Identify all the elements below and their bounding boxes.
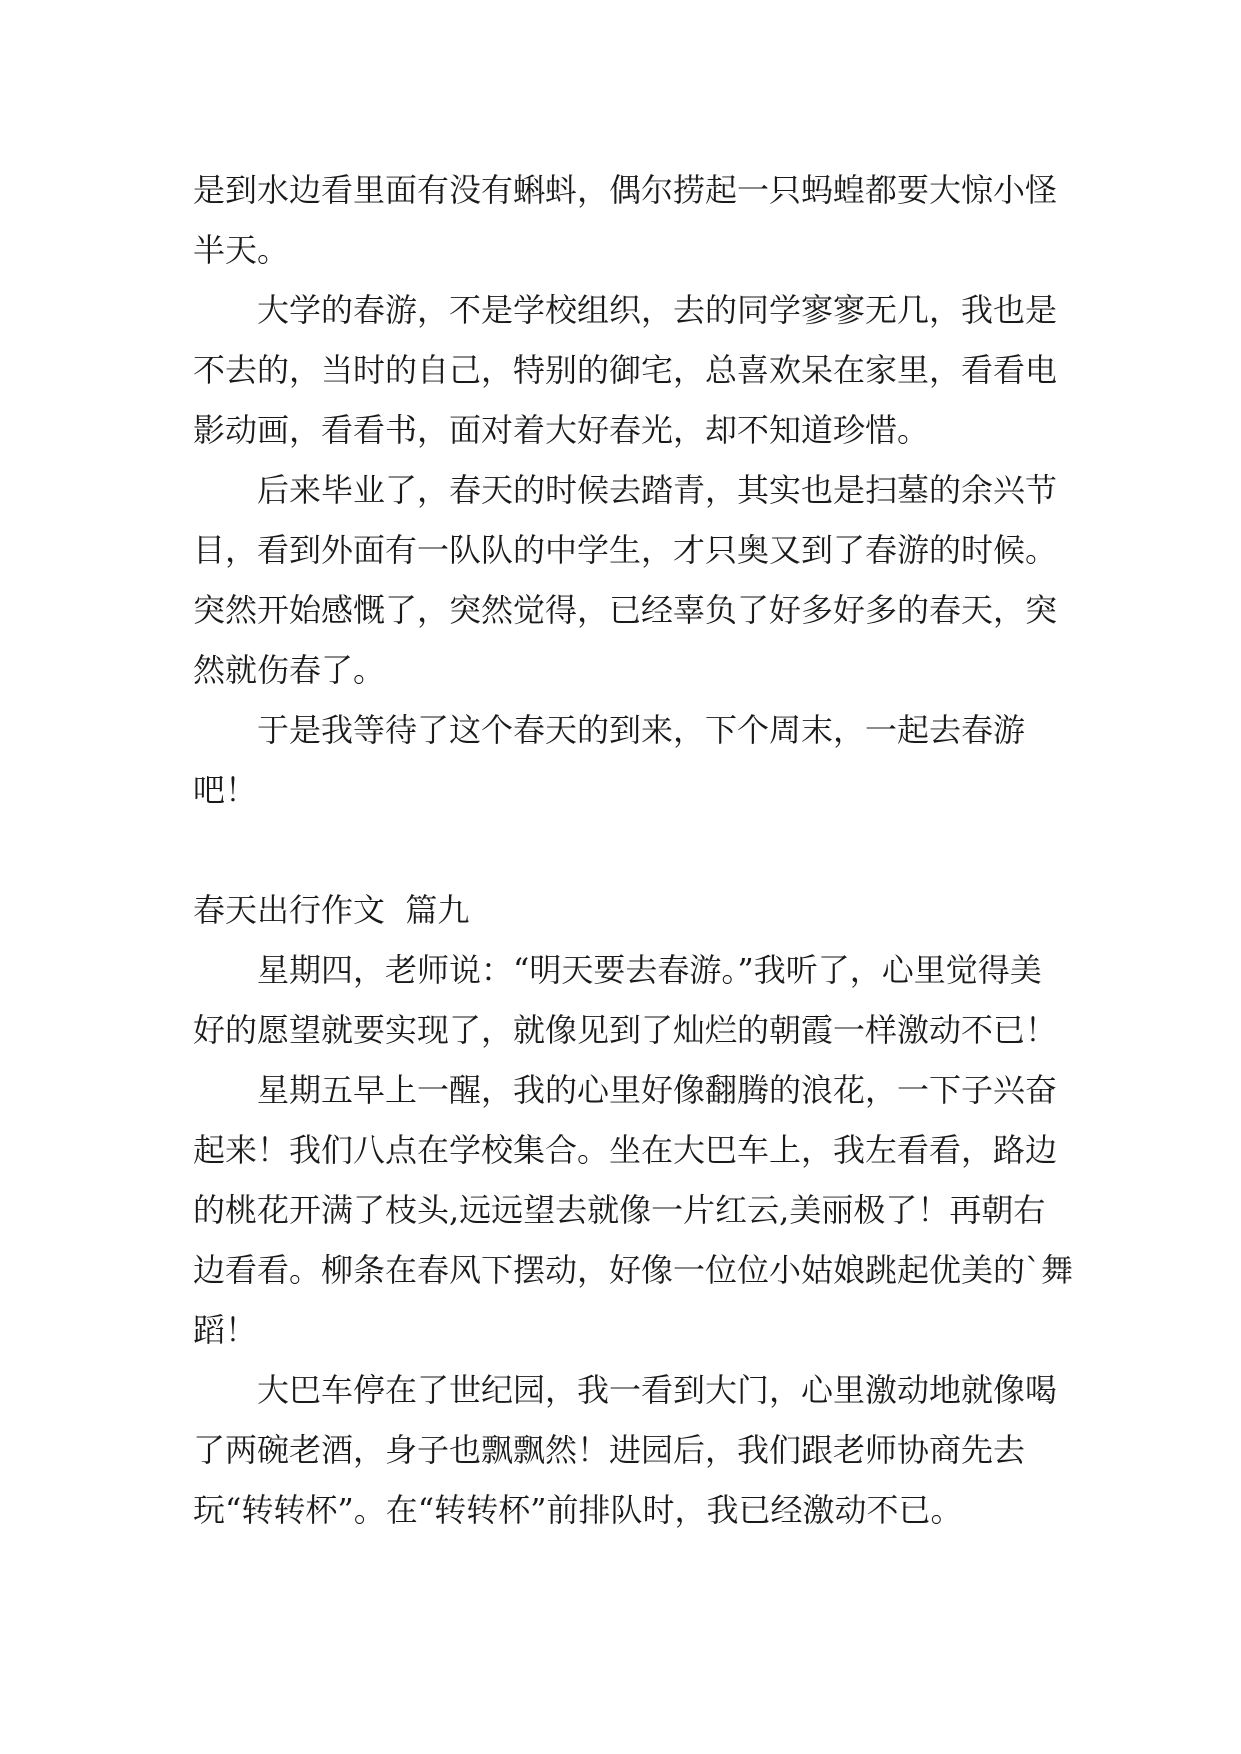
paragraph-thursday: 星期四，老师说：“明天要去春游。”我听了，心里觉得美好的愿望就要实现了，就像见到了灿烂的朝霞一样激动不已！ xyxy=(193,951,1058,1049)
paragraph-friday: 星期五早上一醒，我的心里好像翻腾的浪花，一下子兴奋起来！我们八点在学校集合。坐在大巴车上，我左看看，路边的桃花开满了枝头,远远望去就像一片红云,美丽极了！再朝右边看看。柳条在春风下摆动，好像一位位小姑娘跳起优美的`舞蹈！ xyxy=(193,1071,1074,1349)
section-spacer xyxy=(193,820,1073,880)
paragraph-waiting-spring: 于是我等待了这个春天的到来，下个周末，一起去春游吧！ xyxy=(193,711,1026,809)
section-heading: 春天出行作文 篇九 xyxy=(193,891,470,929)
paragraph-century-park: 大巴车停在了世纪园，我一看到大门，心里激动地就像喝了两碗老酒，身子也飘飘然！进园后，我们跟老师协商先去玩“转转杯”。在“转转杯”前排队时，我已经激动不已。 xyxy=(193,1371,1058,1529)
paragraph-after-graduation: 后来毕业了，春天的时候去踏青，其实也是扫墓的余兴节目，看到外面有一队队的中学生，才只奥又到了春游的时候。突然开始感慨了，突然觉得，已经辜负了好多好多的春天，突然就伤春了。 xyxy=(193,471,1058,689)
paragraph-university-trip: 大学的春游，不是学校组织，去的同学寥寥无几，我也是不去的，当时的自己，特别的御宅，总喜欢呆在家里，看看电影动画，看看书，面对着大好春光，却不知道珍惜。 xyxy=(193,291,1058,449)
paragraph-continued: 是到水边看里面有没有蝌蚪，偶尔捞起一只蚂蝗都要大惊小怪半天。 xyxy=(193,171,1058,269)
document-body xyxy=(193,160,1073,1540)
